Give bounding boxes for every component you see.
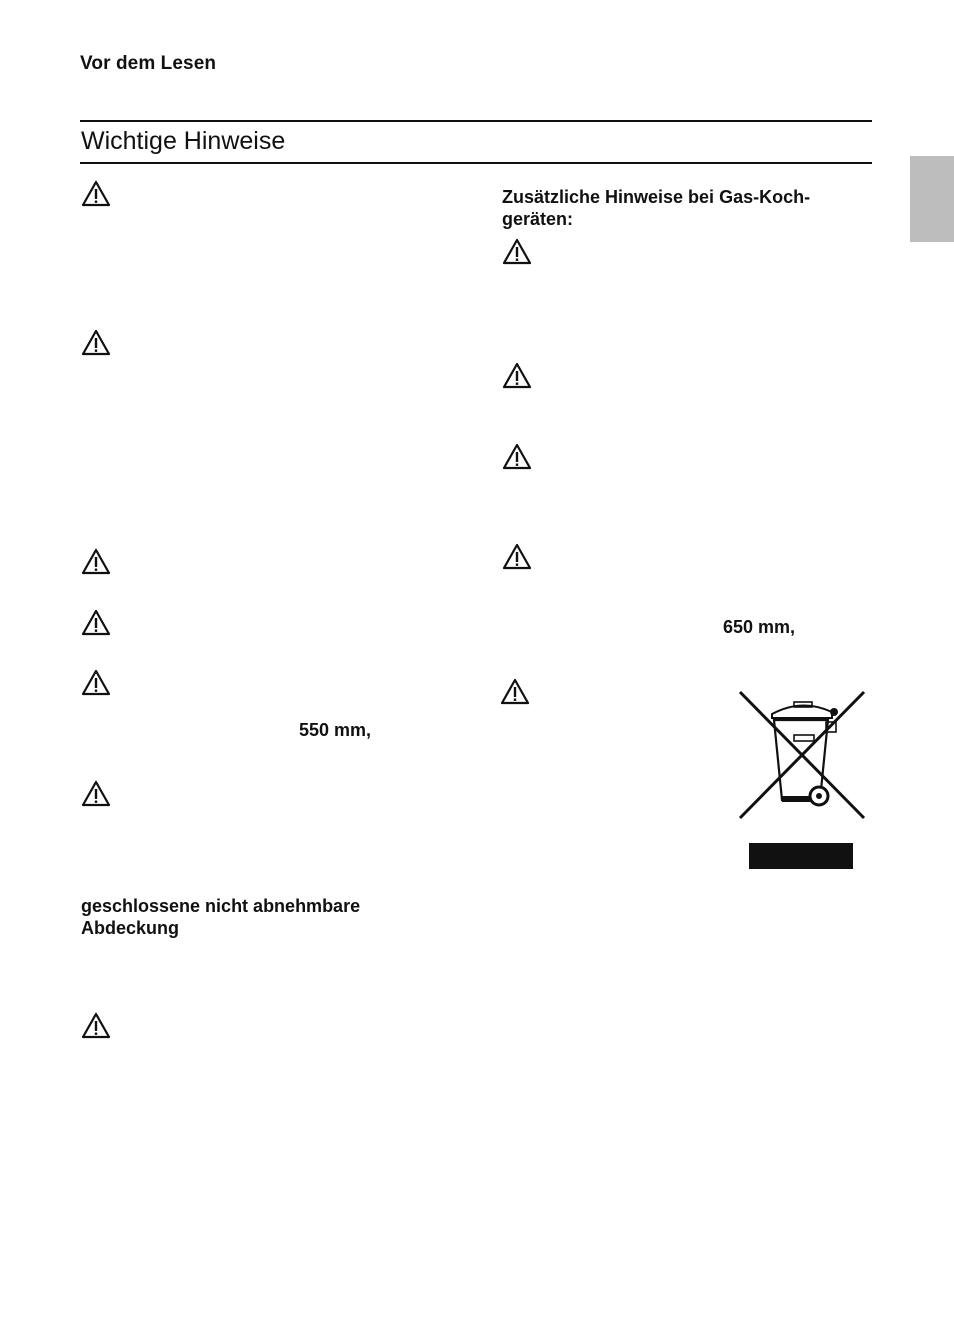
gas-subheading-line1: Zusätzliche Hinweise bei Gas-Koch- bbox=[502, 187, 811, 207]
warning-icon bbox=[502, 443, 532, 471]
warning-icon bbox=[502, 543, 532, 571]
warning-icon bbox=[81, 548, 111, 576]
warning-icon bbox=[81, 780, 111, 808]
warning-icon bbox=[81, 180, 111, 208]
page-title: Wichtige Hinweise bbox=[81, 127, 286, 155]
warning-icon bbox=[502, 238, 532, 266]
disposal-bar bbox=[749, 843, 853, 869]
warning-icon bbox=[81, 669, 111, 697]
gas-subheading-line2: geräten: bbox=[502, 209, 574, 229]
warning-icon bbox=[81, 329, 111, 357]
title-bottom-rule bbox=[80, 162, 872, 164]
min-distance-gas: 650 mm, bbox=[723, 617, 796, 637]
title-top-rule bbox=[80, 120, 872, 122]
cover-note-line1: geschlossene nicht abnehmbare bbox=[81, 896, 361, 916]
warning-icon bbox=[81, 1012, 111, 1040]
warning-icon bbox=[500, 678, 530, 706]
warning-icon bbox=[502, 362, 532, 390]
chapter-tab bbox=[910, 156, 954, 242]
section-header: Vor dem Lesen bbox=[80, 53, 217, 74]
cover-note-line2: Abdeckung bbox=[81, 918, 180, 938]
min-distance-electric: 550 mm, bbox=[299, 720, 372, 740]
crossed-out-wheelie-bin-icon bbox=[736, 688, 868, 822]
warning-icon bbox=[81, 609, 111, 637]
